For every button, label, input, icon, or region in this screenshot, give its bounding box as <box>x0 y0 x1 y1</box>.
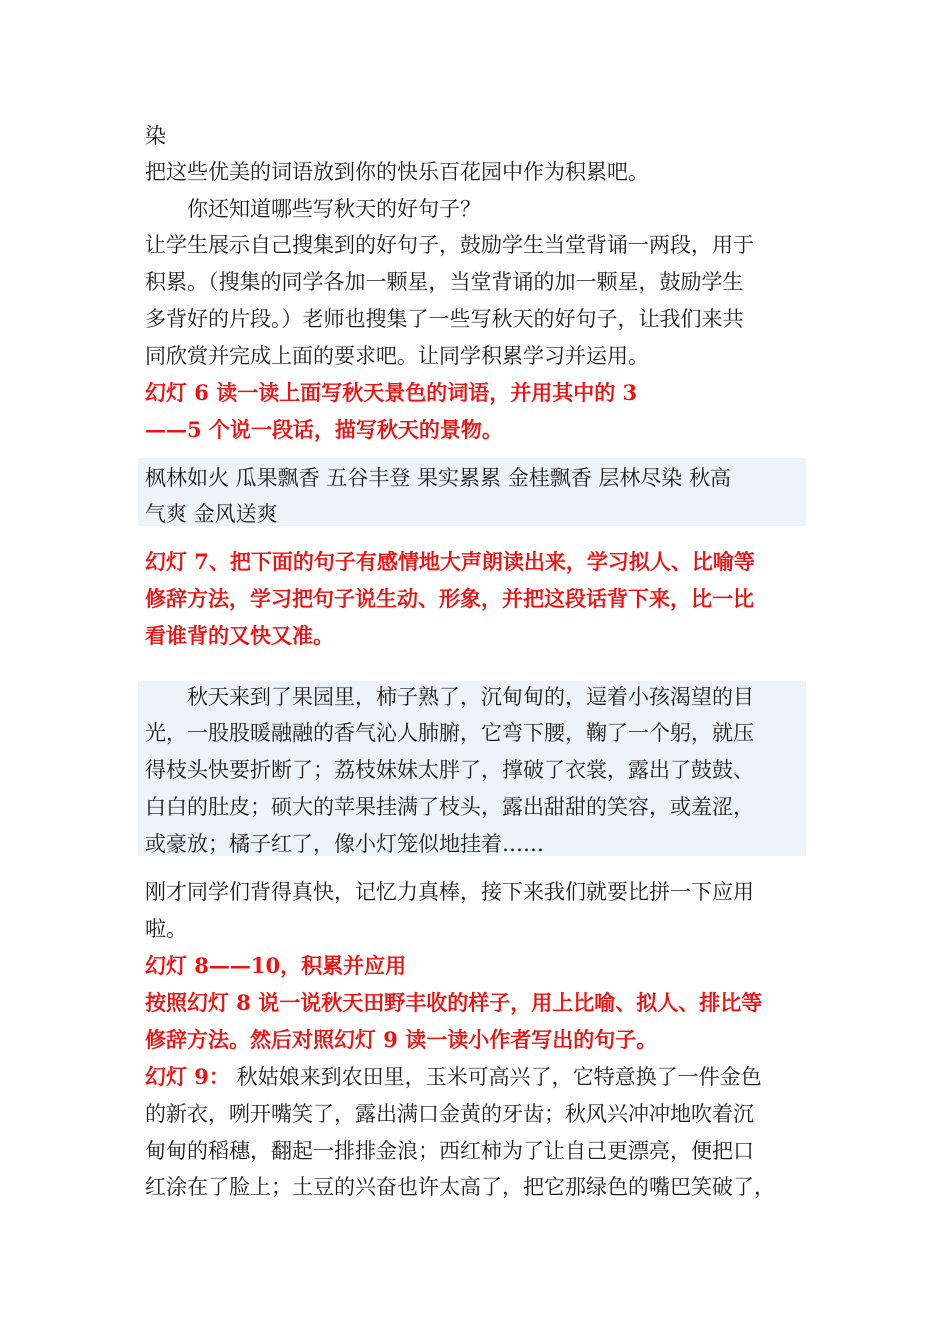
text-line: 把这些优美的词语放到你的快乐百花园中作为积累吧。 <box>145 160 649 184</box>
passage-line: 白白的肚皮；硕大的苹果挂满了枝头，露出甜甜的笑容，或羞涩， <box>145 795 754 819</box>
passage-line: 秋天来到了果园里，柿子熟了，沉甸甸的，逗着小孩渴望的目 <box>187 685 754 709</box>
text-line: 甸甸的稻穗，翻起一排排金浪；西红柿为了让自己更漂亮，便把口 <box>145 1139 754 1163</box>
text-line: 的新衣，咧开嘴笑了，露出满口金黄的牙齿；秋风兴冲冲地吹着沉 <box>145 1102 754 1126</box>
slide-8-instruction-cont: 修辞方法。然后对照幻灯 9 读一读小作者写出的句子。 <box>145 1027 658 1052</box>
passage-line: 得枝头快要折断了；荔枝妹妹太胖了，撑破了衣裳，露出了鼓鼓、 <box>145 758 754 782</box>
slide-9-text: 秋姑娘来到农田里，玉米可高兴了，它特意换了一件金色 <box>229 1065 762 1089</box>
text-line: 积累。（搜集的同学各加一颗星，当堂背诵的加一颗星，鼓励学生 <box>145 270 744 294</box>
slide-6-heading: 幻灯 6 读一读上面写秋天景色的词语，并用其中的 3 <box>145 380 638 405</box>
slide-8-instruction: 按照幻灯 8 说一说秋天田野丰收的样子，用上比喻、拟人、排比等 <box>145 990 763 1015</box>
text-line: 啦。 <box>145 917 187 941</box>
slide-7-heading-cont: 看谁背的又快又准。 <box>145 623 334 648</box>
slide-6-heading-cont: ——5 个说一段话，描写秋天的景物。 <box>145 417 503 442</box>
slide-9-line <box>145 1064 762 1090</box>
slide-8-10-heading: 幻灯 8——10，积累并应用 <box>145 953 407 978</box>
word-list-line: 枫林如火 瓜果飘香 五谷丰登 果实累累 金桂飘香 层林尽染 秋高 <box>145 466 732 490</box>
passage-line: 或豪放；橘子红了，像小灯笼似地挂着…… <box>145 832 544 856</box>
text-line: 同欣赏并完成上面的要求吧。让同学积累学习并运用。 <box>145 344 649 368</box>
word-list-line: 气爽 金风送爽 <box>145 502 278 526</box>
text-line: 红涂在了脸上；土豆的兴奋也许太高了，把它那绿色的嘴巴笑破了， <box>145 1175 775 1199</box>
text-line: 让学生展示自己搜集到的好句子，鼓励学生当堂背诵一两段，用于 <box>145 233 754 257</box>
text-line: 多背好的片段。）老师也搜集了一些写秋天的好句子，让我们来共 <box>145 307 744 331</box>
text-line: 染 <box>145 124 166 148</box>
text-line: 刚才同学们背得真快，记忆力真棒，接下来我们就要比拼一下应用 <box>145 880 754 904</box>
slide-9-label: 幻灯 9： <box>145 1064 230 1089</box>
passage-line: 光，一股股暖融融的香气沁人肺腑，它弯下腰，鞠了一个躬，就压 <box>145 721 754 745</box>
slide-7-heading: 幻灯 7、把下面的句子有感情地大声朗读出来，学习拟人、比喻等 <box>145 549 755 574</box>
question-line: 你还知道哪些写秋天的好句子？ <box>187 197 481 221</box>
slide-7-heading-cont: 修辞方法，学习把句子说生动、形象，并把这段话背下来，比一比 <box>145 586 754 611</box>
